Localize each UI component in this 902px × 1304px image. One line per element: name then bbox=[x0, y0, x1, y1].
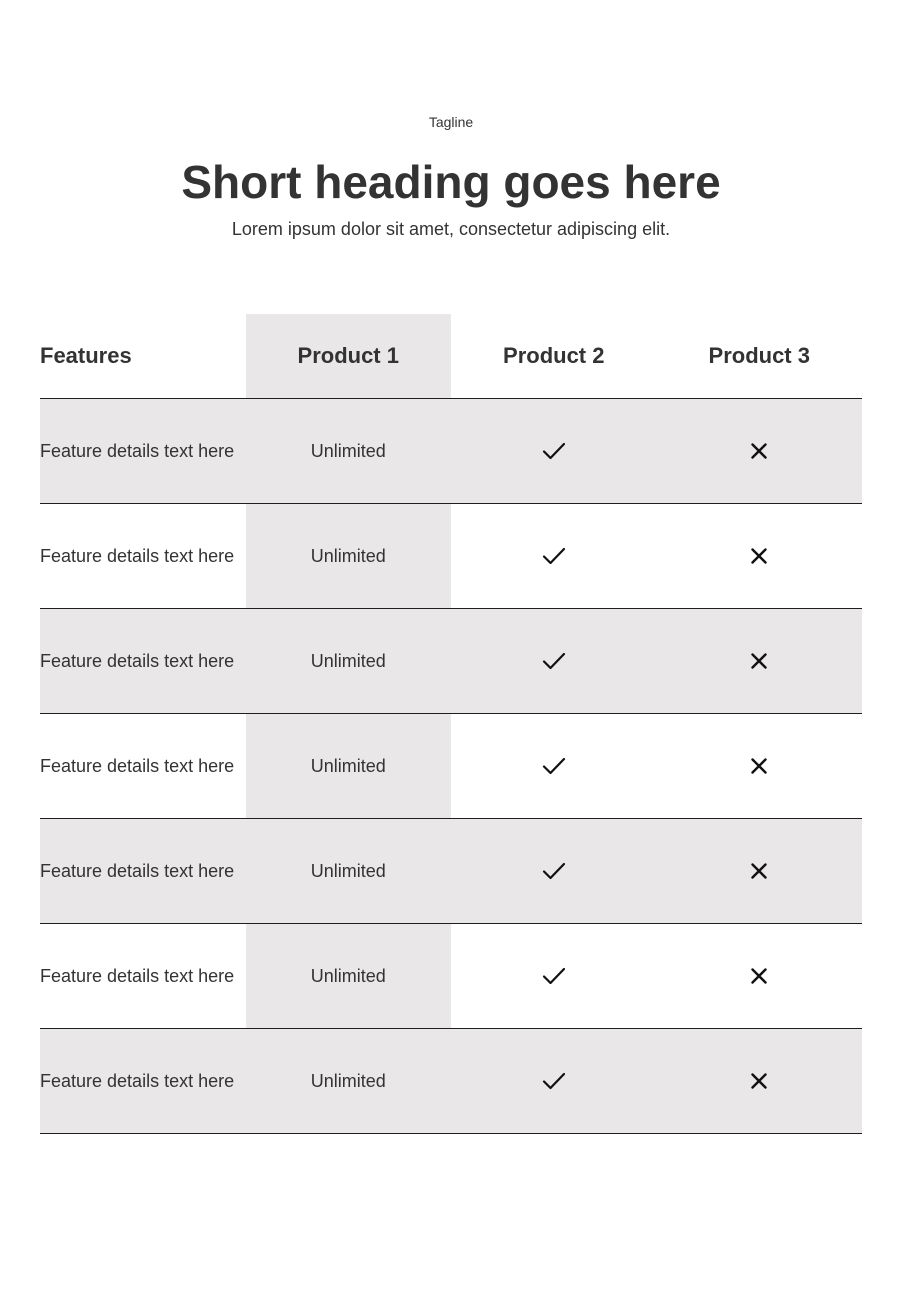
x-icon bbox=[750, 862, 768, 880]
product-3-cell bbox=[657, 609, 863, 713]
page-subtitle: Lorem ipsum dolor sit amet, consectetur adipiscing elit. bbox=[231, 219, 671, 239]
feature-cell bbox=[40, 1029, 246, 1133]
product-2-cell bbox=[451, 819, 657, 923]
x-icon bbox=[750, 757, 768, 775]
page-title: Short heading goes here bbox=[181, 156, 721, 208]
feature-cell bbox=[40, 399, 246, 503]
feature-cell bbox=[40, 504, 246, 608]
comparison-table bbox=[40, 314, 862, 1134]
product-2-cell bbox=[451, 399, 657, 503]
check-icon bbox=[542, 651, 566, 671]
column-header-product-2 bbox=[451, 314, 657, 398]
column-header-label: Product 3 bbox=[708, 343, 810, 368]
feature-label: Feature details text here bbox=[40, 546, 235, 566]
column-header-label: Product 1 bbox=[297, 343, 399, 368]
product-1-cell bbox=[246, 819, 452, 923]
feature-label: Feature details text here bbox=[40, 861, 235, 881]
product-3-cell bbox=[657, 924, 863, 1028]
product-2-cell bbox=[451, 714, 657, 818]
product-2-cell bbox=[451, 924, 657, 1028]
check-icon bbox=[542, 966, 566, 986]
product-1-cell bbox=[246, 924, 452, 1028]
feature-label: Feature details text here bbox=[40, 651, 235, 671]
product-1-value: Unlimited bbox=[310, 545, 386, 566]
column-header-label: Features bbox=[40, 343, 132, 368]
feature-cell bbox=[40, 609, 246, 713]
feature-label: Feature details text here bbox=[40, 966, 235, 986]
feature-label: Feature details text here bbox=[40, 1071, 235, 1091]
column-header-features bbox=[40, 314, 246, 398]
table-row bbox=[40, 399, 862, 504]
check-icon bbox=[542, 756, 566, 776]
check-icon bbox=[542, 441, 566, 461]
x-icon bbox=[750, 547, 768, 565]
check-icon bbox=[542, 546, 566, 566]
x-icon bbox=[750, 967, 768, 985]
product-1-cell bbox=[246, 714, 452, 818]
check-icon bbox=[542, 1071, 566, 1091]
product-1-value: Unlimited bbox=[310, 755, 386, 776]
product-1-value: Unlimited bbox=[310, 965, 386, 986]
product-1-cell bbox=[246, 1029, 452, 1133]
product-3-cell bbox=[657, 504, 863, 608]
table-body bbox=[40, 399, 862, 1134]
product-1-value: Unlimited bbox=[310, 440, 386, 461]
product-3-cell bbox=[657, 1029, 863, 1133]
table-row bbox=[40, 819, 862, 924]
table-row bbox=[40, 714, 862, 819]
feature-cell bbox=[40, 924, 246, 1028]
x-icon bbox=[750, 442, 768, 460]
feature-label: Feature details text here bbox=[40, 756, 235, 776]
product-2-cell bbox=[451, 504, 657, 608]
column-header-product-3 bbox=[657, 314, 863, 398]
table-row bbox=[40, 924, 862, 1029]
feature-cell bbox=[40, 714, 246, 818]
x-icon bbox=[750, 652, 768, 670]
table-header-row bbox=[40, 314, 862, 399]
product-2-cell bbox=[451, 609, 657, 713]
product-1-cell bbox=[246, 399, 452, 503]
table-row bbox=[40, 609, 862, 714]
product-1-cell bbox=[246, 504, 452, 608]
x-icon bbox=[750, 1072, 768, 1090]
product-2-cell bbox=[451, 1029, 657, 1133]
product-1-value: Unlimited bbox=[310, 650, 386, 671]
column-header-label: Product 2 bbox=[503, 343, 605, 368]
product-3-cell bbox=[657, 399, 863, 503]
check-icon bbox=[542, 861, 566, 881]
product-1-value: Unlimited bbox=[310, 1070, 386, 1091]
column-header-product-1 bbox=[246, 314, 452, 398]
product-3-cell bbox=[657, 819, 863, 923]
product-1-cell bbox=[246, 609, 452, 713]
product-3-cell bbox=[657, 714, 863, 818]
feature-label: Feature details text here bbox=[40, 441, 235, 461]
product-1-value: Unlimited bbox=[310, 860, 386, 881]
feature-cell bbox=[40, 819, 246, 923]
tagline: Tagline bbox=[428, 114, 474, 130]
table-row bbox=[40, 504, 862, 609]
table-row bbox=[40, 1029, 862, 1134]
